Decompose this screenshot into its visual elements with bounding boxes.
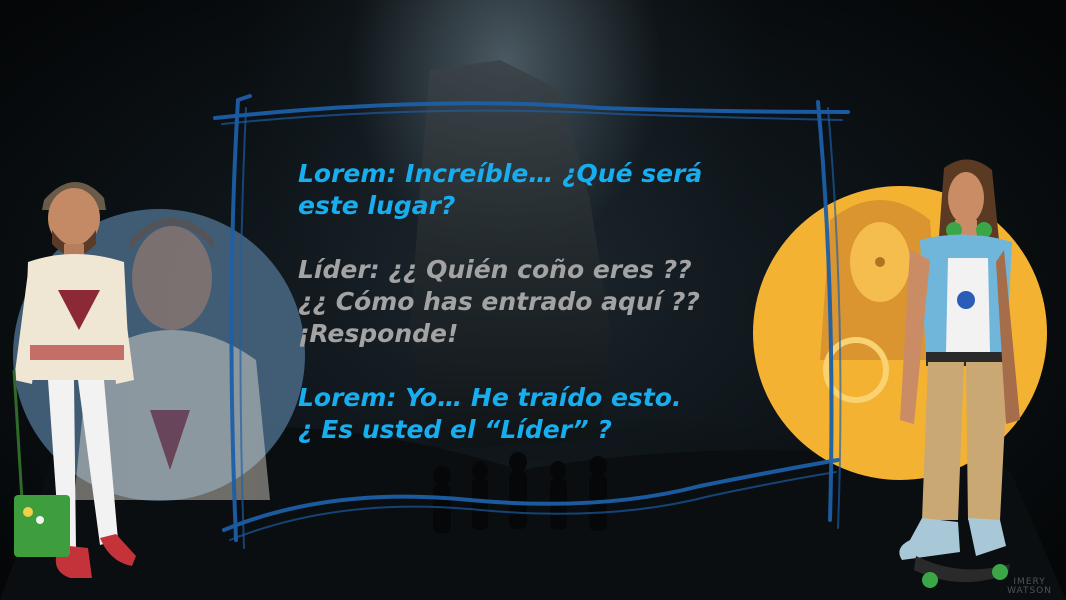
artist-watermark: [1007, 578, 1052, 596]
dialogue-line-lider: Líder: ¿¿ Quién coño eres ?? ¿¿ Cómo has entrado aquí ?? ¡Responde!: [298, 255, 700, 348]
dialogue-line-lorem-2: Lorem: Yo… He traído esto. ¿ Es usted el “Líder” ?: [298, 383, 682, 444]
watermark-line2: WATSON: [1007, 586, 1052, 596]
watermark-line1: IMERY: [1013, 577, 1046, 587]
dialogue-line-lorem-1: Lorem: Increíble… ¿Qué será este lugar?: [298, 159, 703, 220]
dialogue-box: [298, 158, 778, 446]
